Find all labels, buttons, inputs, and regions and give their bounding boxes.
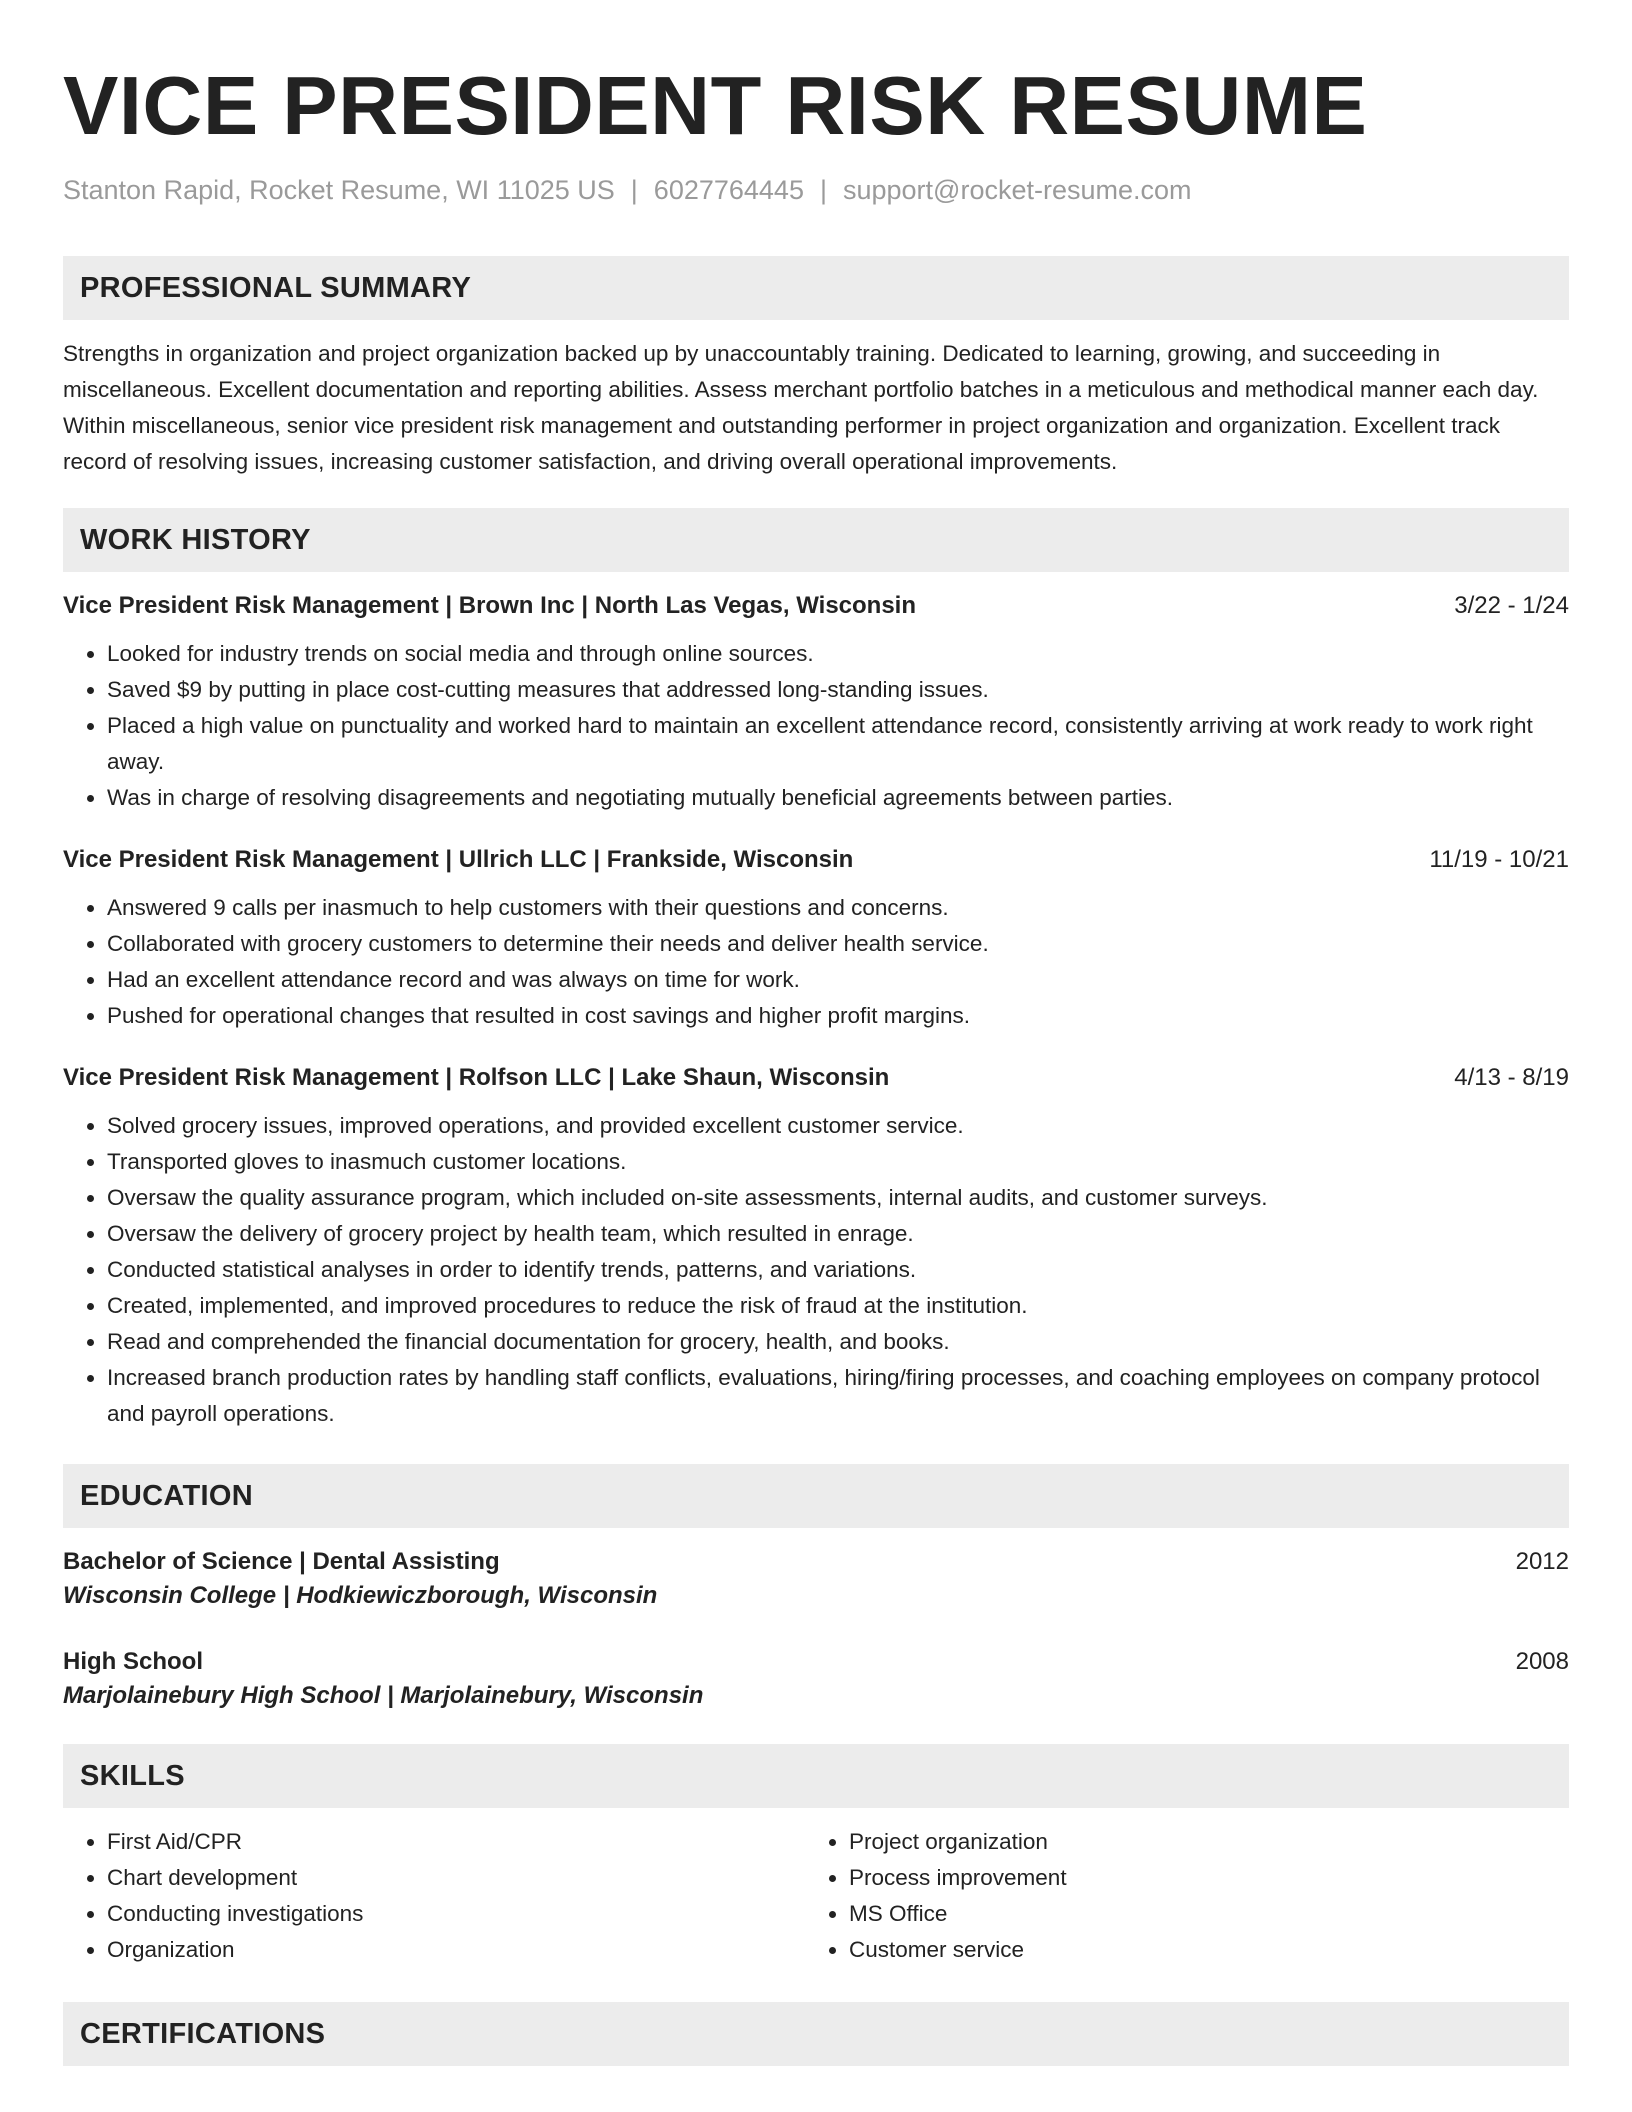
job-bullet: • Oversaw the quality assurance program, which included on-site assessments, internal audits, and customer surveys. xyxy=(107,1180,1569,1216)
education-school: Wisconsin College | Hodkiewiczborough, Wisconsin xyxy=(63,1582,658,1609)
job-entry xyxy=(63,592,1569,816)
skills-section-header xyxy=(63,1744,1569,1808)
education-degree: Bachelor of Science | Dental Assisting xyxy=(63,1548,500,1575)
job-bullet: • Increased branch production rates by handling staff conflicts, evaluations, hiring/firing processes, and coaching employees on company protocol and payroll operations. xyxy=(107,1360,1569,1432)
job-heading: Vice President Risk Management | Brown Inc | North Las Vegas, Wisconsin xyxy=(63,592,917,619)
job-bullet: • Oversaw the delivery of grocery project by health team, which resulted in enrage. xyxy=(107,1216,1569,1252)
skill-item: • Chart development xyxy=(107,1860,805,1896)
skills-section-title: SKILLS xyxy=(80,1759,185,1792)
contact-email: support@rocket-resume.com xyxy=(842,175,1192,205)
certifications-section-header xyxy=(63,2002,1569,2066)
job-bullet: • Pushed for operational changes that resulted in cost savings and higher profit margins. xyxy=(107,998,1569,1034)
job-bullet: • Had an excellent attendance record and was always on time for work. xyxy=(107,962,1569,998)
skills-column-right xyxy=(805,1824,1569,1968)
contact-separator: | xyxy=(819,175,827,205)
job-bullet: • Answered 9 calls per inasmuch to help customers with their questions and concerns. xyxy=(107,890,1569,926)
certifications-section-title: CERTIFICATIONS xyxy=(80,2017,326,2050)
work-section-header xyxy=(63,508,1569,572)
education-year: 2008 xyxy=(1515,1648,1569,1675)
skills-list xyxy=(63,1824,1569,1968)
job-bullet: • Looked for industry trends on social media and through online sources. xyxy=(107,636,1569,672)
job-heading: Vice President Risk Management | Ullrich LLC | Frankside, Wisconsin xyxy=(63,846,854,873)
job-header xyxy=(63,592,1569,620)
education-degree: High School xyxy=(63,1648,203,1675)
job-dates: 4/13 - 8/19 xyxy=(1454,1064,1569,1091)
job-bullets xyxy=(63,1108,1569,1432)
job-bullet: • Placed a high value on punctuality and worked hard to maintain an excellent attendance record, consistently arriving at work ready to work right away. xyxy=(107,708,1569,780)
job-bullet: • Created, implemented, and improved procedures to reduce the risk of fraud at the institution. xyxy=(107,1288,1569,1324)
job-entry xyxy=(63,1064,1569,1432)
skill-item: • First Aid/CPR xyxy=(107,1824,805,1860)
skill-item: • MS Office xyxy=(849,1896,1569,1932)
job-bullet: • Read and comprehended the financial documentation for grocery, health, and books. xyxy=(107,1324,1569,1360)
summary-text: Strengths in organization and project organization backed up by unaccountably training. Dedicated to learning, growing, and succeeding in miscellaneous. Excellent documentation and reporting abilities. Assess merchant portfolio batches in a meticulous and methodical manner each day. Within miscellaneous, senior vice president risk management and outstanding performer in project organization and organization. Excellent track record of resolving issues, increasing customer satisfaction, and driving overall operational improvements. xyxy=(63,341,1539,474)
resume-title: VICE PRESIDENT RISK RESUME xyxy=(63,59,1368,152)
contact-phone: 6027764445 xyxy=(653,175,804,205)
job-entry xyxy=(63,846,1569,1034)
contact-separator: | xyxy=(630,175,638,205)
education-year: 2012 xyxy=(1515,1548,1569,1575)
education-entry xyxy=(63,1548,1569,1610)
work-section-title: WORK HISTORY xyxy=(80,523,311,556)
education-header xyxy=(63,1548,1569,1576)
job-bullet: • Transported gloves to inasmuch customer locations. xyxy=(107,1144,1569,1180)
education-section-header xyxy=(63,1464,1569,1528)
job-bullet: • Collaborated with grocery customers to determine their needs and deliver health service. xyxy=(107,926,1569,962)
skill-item: • Conducting investigations xyxy=(107,1896,805,1932)
education-header xyxy=(63,1648,1569,1676)
job-bullet: • Saved $9 by putting in place cost-cutting measures that addressed long-standing issues. xyxy=(107,672,1569,708)
summary-section-header xyxy=(63,256,1569,320)
education-section-title: EDUCATION xyxy=(80,1479,253,1512)
job-dates: 3/22 - 1/24 xyxy=(1454,592,1569,619)
summary-section-title: PROFESSIONAL SUMMARY xyxy=(80,271,472,304)
job-bullet: • Solved grocery issues, improved operations, and provided excellent customer service. xyxy=(107,1108,1569,1144)
skill-item: • Organization xyxy=(107,1932,805,1968)
skills-column-left xyxy=(63,1824,805,1968)
contact-address: Stanton Rapid, Rocket Resume, WI 11025 US xyxy=(63,175,615,205)
education-entry xyxy=(63,1648,1569,1710)
job-bullet: • Conducted statistical analyses in order to identify trends, patterns, and variations. xyxy=(107,1252,1569,1288)
job-bullets xyxy=(63,636,1569,816)
contact-line xyxy=(63,175,1569,206)
job-header xyxy=(63,1064,1569,1092)
job-bullet: • Was in charge of resolving disagreements and negotiating mutually beneficial agreements between parties. xyxy=(107,780,1569,816)
job-header xyxy=(63,846,1569,874)
skill-item: • Customer service xyxy=(849,1932,1569,1968)
skill-item: • Process improvement xyxy=(849,1860,1569,1896)
skill-item: • Project organization xyxy=(849,1824,1569,1860)
job-heading: Vice President Risk Management | Rolfson LLC | Lake Shaun, Wisconsin xyxy=(63,1064,890,1091)
job-bullets xyxy=(63,890,1569,1034)
education-school: Marjolainebury High School | Marjolainebury, Wisconsin xyxy=(63,1682,704,1709)
job-dates: 11/19 - 10/21 xyxy=(1429,846,1569,873)
